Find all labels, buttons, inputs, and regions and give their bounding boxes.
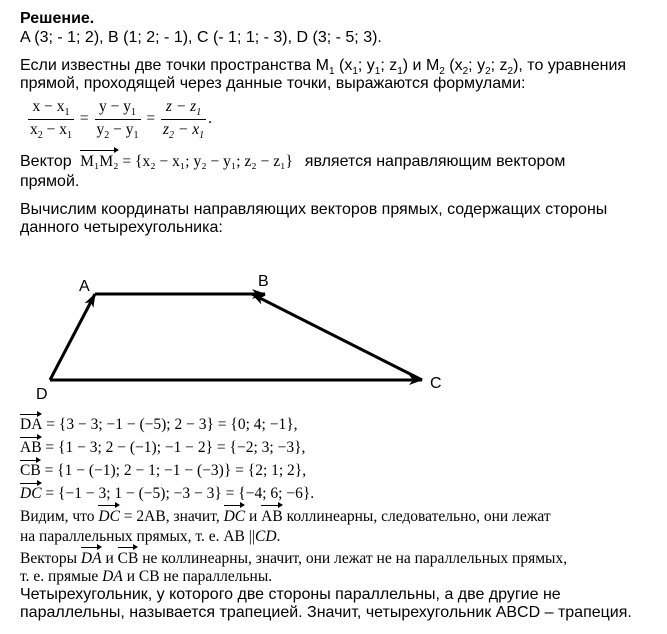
label-d: D bbox=[36, 386, 48, 403]
intro-line-1: Если известны две точки пространства $М_1$ ($x_1$; $y_1$; $z_1$) и $М_2$ ($x_2$; $y_2$; $z_2$), то уравнения bbox=[20, 57, 627, 78]
intro-line-2: прямой, проходящей через данные точки, выражаются формулами: bbox=[20, 75, 526, 92]
m1m2-vector: M₁M₂ bbox=[80, 153, 119, 170]
compute-intro-line-1: Вычислим координаты направляющих векторов прямых, содержащих стороны bbox=[20, 201, 608, 218]
edge-cb bbox=[252, 294, 422, 380]
label-a: A bbox=[79, 278, 90, 295]
compute-intro-line-2: данного четырехугольника: bbox=[20, 219, 223, 236]
vector-cb-name: CB bbox=[20, 462, 41, 479]
conclusion-2-line-2: т. е. прямые DA и CB не параллельны. bbox=[20, 568, 273, 585]
vector-dc-row: DC = {−1 − 3; 1 − (−5); −3 − 3} = {−4; 6; −6}. bbox=[20, 485, 315, 502]
solution-heading: Решение. bbox=[20, 10, 95, 27]
fraction-x: $\frac{x - x_1}{x_2 - x_1}$ bbox=[30, 98, 72, 142]
conclusion-1-line-1: Видим, что DC = 2AB, значит, DC и AB коллинеарны, следовательно, они лежат bbox=[20, 508, 551, 525]
label-b: B bbox=[258, 273, 269, 290]
vector-ab-row: AB = {1 − 3; 2 − (−1); −1 − 2} = {−2; 3; −3}, bbox=[20, 439, 306, 456]
vector-da-row: DA = {3 − 3; −1 − (−5); 2 − 3} = {0; 4; −1}, bbox=[20, 416, 298, 433]
vector-dc-name: DC bbox=[20, 485, 42, 502]
fraction-z: $\frac{z - z_1}{z_2 - x_1}$ bbox=[163, 98, 205, 142]
fraction-y: $\frac{y - y_1}{y_2 - y_1}$ bbox=[96, 98, 139, 142]
edge-da bbox=[50, 294, 95, 380]
conclusion-2-line-1: Векторы DA и CB не коллинеарны, значит, они лежат не на параллельных прямых, bbox=[20, 550, 568, 567]
direction-vector-line: Вектор M₁M₂ = {x₂ − x₁; y₂ − y₁; z₂ − z₁} является направляющим вектором bbox=[20, 153, 566, 170]
vector-ab-name: AB bbox=[20, 439, 42, 456]
line-equation-formula: $\frac{x - x_1}{x_2 - x_1}$ = $\frac{y - y_1}{y_2 - y_1}$ = $\frac{z - z_1}{z_2 - x_1}$ . bbox=[30, 98, 213, 142]
final-line-1: Четырехугольник, у которого две стороны параллельны, а две другие не bbox=[20, 586, 561, 603]
direction-vector-line-2: прямой. bbox=[20, 173, 80, 190]
label-c: C bbox=[430, 375, 442, 392]
conclusion-1-line-2: на параллельных прямых, т. е. AB ||CD. bbox=[20, 528, 281, 545]
given-points: A (3; - 1; 2), B (1; 2; - 1), C (- 1; 1; - 3), D (3; - 5; 3). bbox=[20, 29, 382, 46]
vector-da-name: DA bbox=[20, 416, 43, 433]
final-line-2: параллельны, называется трапецией. Значит, четырехугольник ABCD – трапеция. bbox=[20, 604, 632, 621]
vector-cb-row: CB = {1 − (−1); 2 − 1; −1 − (−3)} = {2; 1; 2}, bbox=[20, 462, 307, 479]
